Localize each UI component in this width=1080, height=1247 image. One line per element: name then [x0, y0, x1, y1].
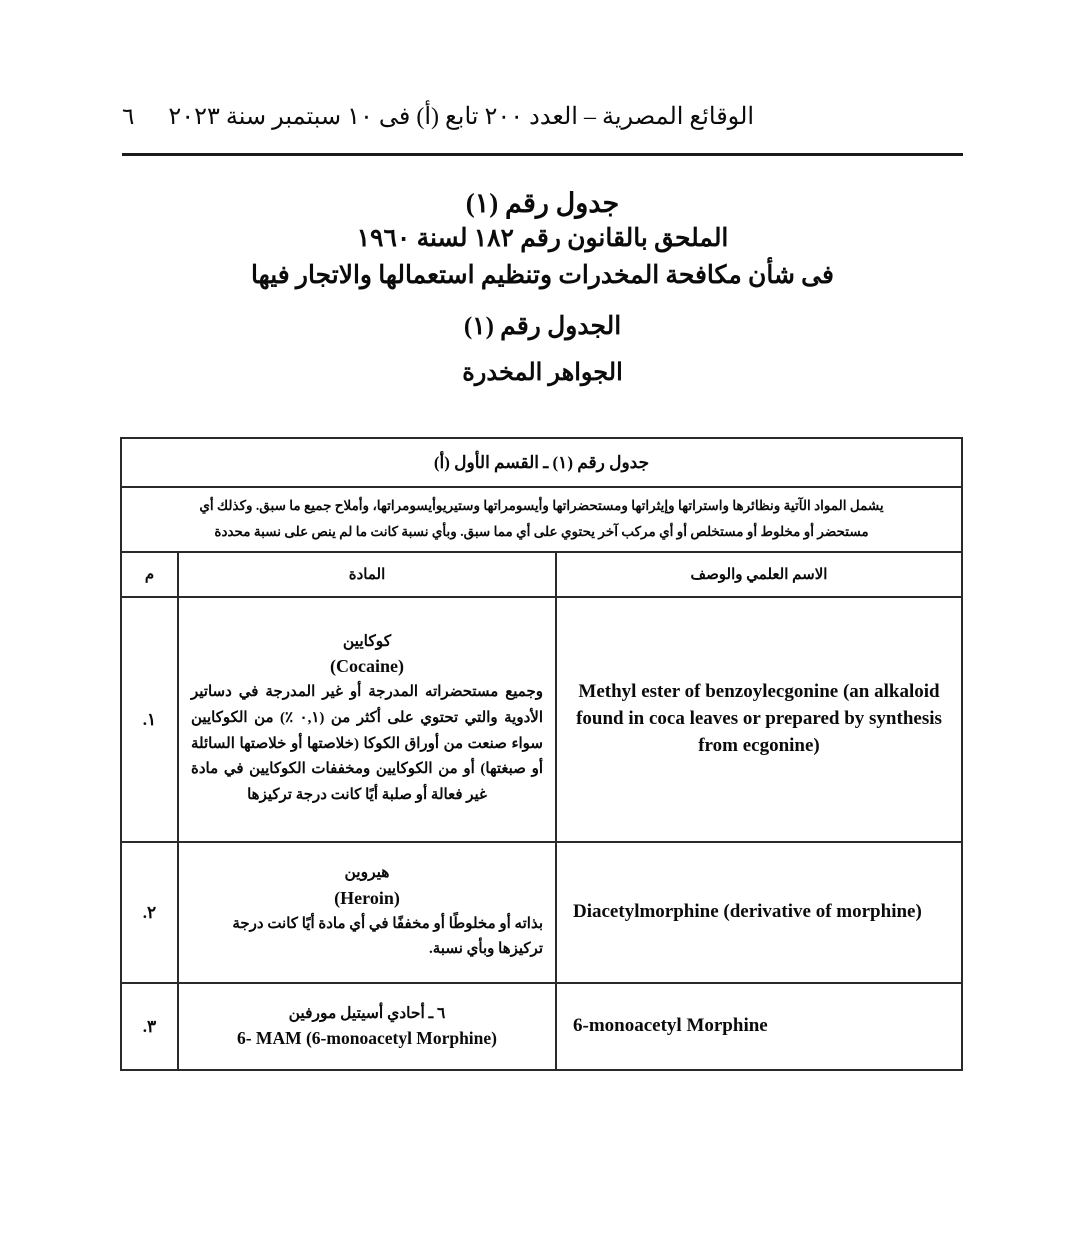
title-block — [122, 185, 963, 391]
section-note-line-2: مستحضر أو مخلوط أو مستخلص أو أي مركب آخر يحتوي على أي مما سبق. وبأي نسبة كانت ما لم ينص على نسبة محددة — [214, 523, 869, 539]
table-row — [121, 597, 962, 842]
row-number: ٣. — [121, 983, 178, 1070]
column-header-number: م — [121, 552, 178, 597]
row-number: ١. — [121, 597, 178, 842]
document-title: جدول رقم (١) — [465, 188, 620, 218]
section-note-line-1: يشمل المواد الآتية ونظائرها واستراتها وإيثراتها ومستحضراتها وأيسومراتها وستيريوأيسومراتها، وأملاح جميع ما سبق. وكذلك أي — [199, 498, 884, 513]
table-name-heading: الجدول رقم (١) — [463, 312, 622, 340]
row-substance — [178, 842, 556, 983]
table-section-note-row — [121, 487, 962, 552]
row-substance — [178, 983, 556, 1070]
substance-english-name: 6- MAM (6-monoacetyl Morphine) — [236, 1027, 497, 1048]
table-row — [121, 983, 962, 1070]
schedule-table-wrapper — [122, 437, 963, 1071]
substance-description-arabic: بذاته أو مخلوطًا أو مخففًا في أي مادة أيًا كانت درجة تركيزها وبأي نسبة. — [232, 915, 543, 958]
row-substance — [178, 597, 556, 842]
table-row — [121, 842, 962, 983]
header-rule — [122, 153, 963, 156]
section-note-cell — [121, 487, 962, 552]
table-column-header-row — [121, 552, 962, 597]
law-subject-line: فى شأن مكافحة المخدرات وتنظيم استعمالها والاتجار فيها — [251, 261, 834, 289]
substance-english-name: (Heroin) — [334, 887, 400, 908]
substance-english-name: (Cocaine) — [330, 655, 404, 676]
row-description: Methyl ester of benzoylecgonine (an alkaloid found in coca leaves or prepared by synthesis from ecgonine) — [556, 597, 962, 842]
running-head — [122, 104, 963, 130]
page-number: ٦ — [122, 104, 135, 129]
table-section-header-row — [121, 438, 962, 487]
substance-description-arabic: وجميع مستحضراته المدرجة أو غير المدرجة في دساتير الأدوية والتي تحتوي على أكثر من (٠,١ ٪) من الكوكايين سواء صنعت من أوراق الكوكا (خلاصتها أو خلاصتها السائلة أو صبغتها) أو من الكوكايين ومخففات الكوكايين في مادة غير فعالة أو صلبة أيًا كانت درجة تركيزها — [191, 683, 544, 804]
substance-arabic-name: كوكايين — [342, 632, 392, 650]
law-reference-line: الملحق بالقانون رقم ١٨٢ لسنة ١٩٦٠ — [356, 225, 729, 253]
row-number: ٢. — [121, 842, 178, 983]
column-header-substance: المادة — [178, 552, 556, 597]
substance-arabic-name: ٦ ـ أحادي أسيتيل مورفين — [288, 1004, 446, 1022]
running-title: الوقائع المصرية – العدد ٢٠٠ تابع (أ) فى ١٠ سبتمبر سنة ٢٠٢٣ — [168, 104, 755, 130]
substance-arabic-name: هيروين — [344, 864, 390, 882]
schedule-table — [120, 437, 963, 1071]
column-header-description: الاسم العلمي والوصف — [556, 552, 962, 597]
row-description: Diacetylmorphine (derivative of morphine) — [556, 842, 962, 983]
materials-heading: الجواهر المخدرة — [462, 360, 623, 387]
section-header-cell: جدول رقم (١) ـ القسم الأول (أ) — [121, 438, 962, 487]
row-description: 6-monoacetyl Morphine — [556, 983, 962, 1070]
